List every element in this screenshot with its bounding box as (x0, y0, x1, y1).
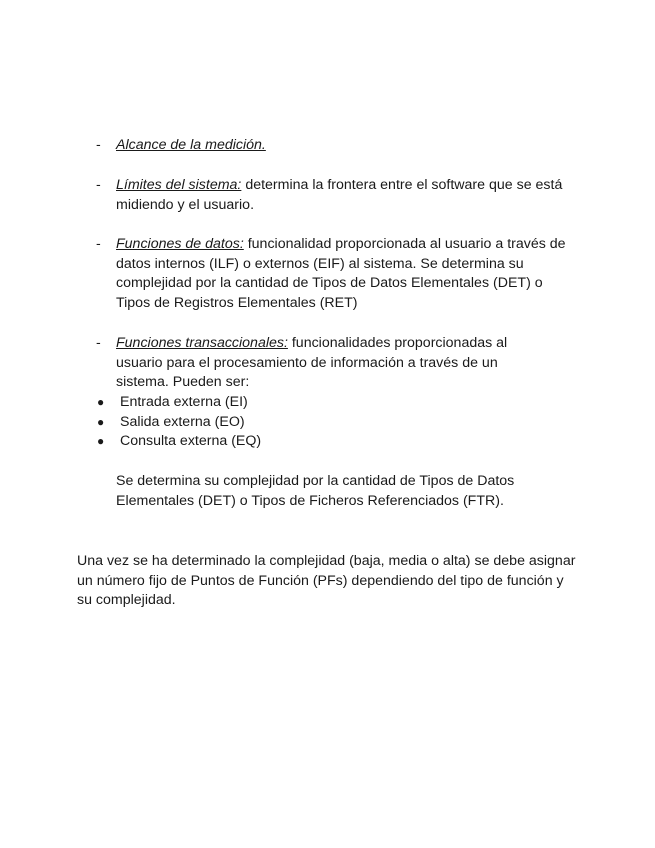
list-item-body (116, 176, 586, 215)
dash-marker: - (96, 236, 101, 252)
bullet-dot: ● (97, 395, 105, 409)
bullet-item (0, 393, 655, 413)
bullet-text: Consulta externa (EQ) (120, 433, 262, 450)
bullet-dot: ● (97, 414, 105, 429)
bullet-list (0, 393, 655, 452)
bullet-item (0, 413, 655, 433)
dash-marker: - (96, 137, 101, 153)
closing-paragraph: Una vez se ha determinado la complejidad (baja, media o alta) se debe asignar un número fijo de Puntos de Función (PFs) dependiendo del tipo de función y su complejidad. (77, 553, 576, 609)
definition-limites: determina la frontera entre el software que se está midiendo y el usuario. (116, 177, 563, 213)
term-funciones-transaccionales: Funciones transaccionales: (116, 335, 288, 351)
definition-funciones-datos: funcionalidad proporcionada al usuario a través de datos internos (ILF) o externos (EIF) al sistema. Se determina su complejidad por la cantidad de Tipos de Datos Elementales (DET) o Tipos de Registros Elementales (RET) (116, 236, 566, 311)
definition-funciones-transaccionales: funcionalidades proporcionadas al usuario para el procesamiento de información a través de un sistema. Pueden ser: (116, 335, 508, 391)
bullet-text: Salida externa (EO) (120, 413, 245, 430)
term-limites: Límites del sistema: (116, 177, 242, 193)
list-item-body (116, 235, 574, 313)
bullet-dot: ● (97, 434, 105, 449)
bullet-item (0, 432, 655, 452)
complexity-note: Se determina su complejidad por la cantidad de Tipos de Datos Elementales (DET) o Tipos de Ficheros Referenciados (FTR). (116, 473, 515, 509)
dash-marker: - (96, 335, 101, 351)
term-funciones-datos: Funciones de datos: (116, 236, 244, 252)
list-item-body (116, 136, 586, 156)
dash-marker: - (96, 177, 101, 193)
list-item-body (116, 334, 541, 393)
term-alcance: Alcance de la medición. (116, 137, 266, 153)
bullet-text: Entrada externa (EI) (120, 394, 248, 410)
